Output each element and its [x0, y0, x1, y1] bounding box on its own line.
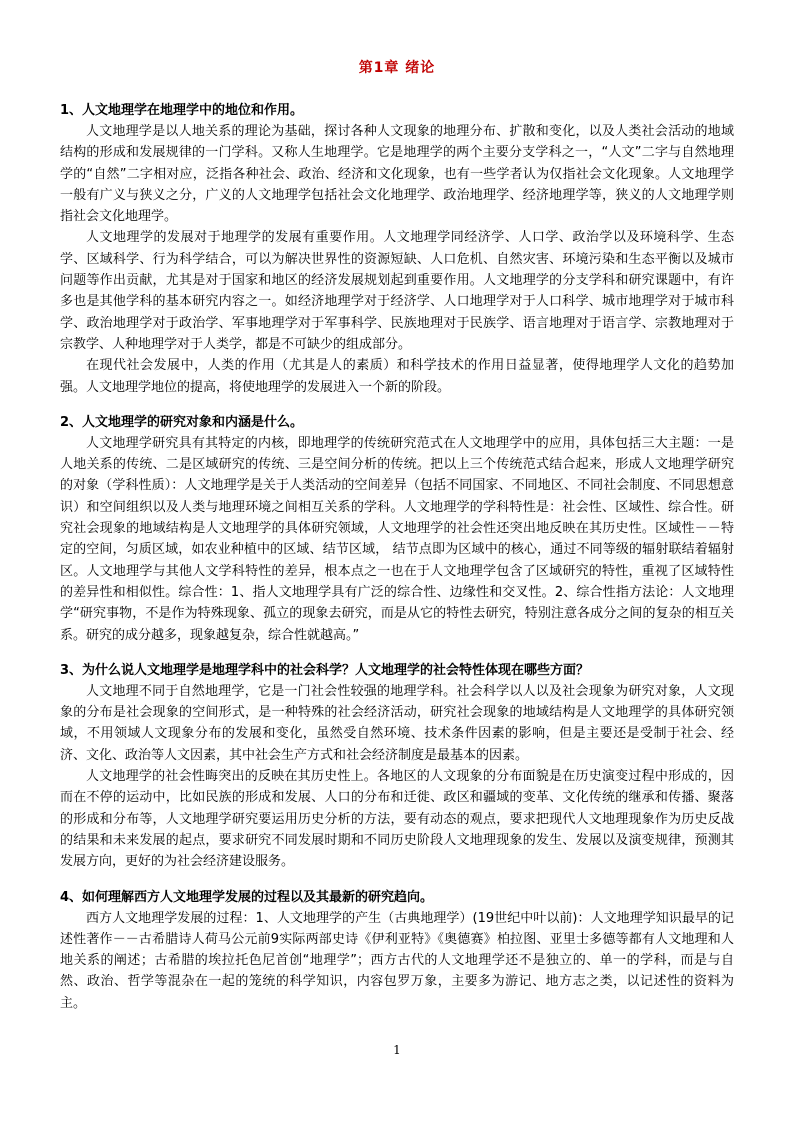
section-4 [60, 887, 734, 1014]
document-page [60, 58, 734, 1028]
section-heading: 3、为什么说人文地理学是地理学科中的社会科学？人文地理学的社会特性体现在哪些方面？ [60, 662, 590, 678]
section-1 [60, 100, 734, 398]
chapter-title: 第1章 绪论 [358, 60, 436, 76]
paragraph: 人文地理学的社会性晦突出的反映在其历史性上。各地区的人文现象的分布面貌是在历史演变过程中形成的，因而在不停的运动中，比如民族的形成和发展、人口的分布和迁徙、政区和疆域的变革、文化传统的继承和传播、聚落的形成和分布等，人文地理学研究要运用历史分析的方法，要有动态的观点，要求把现代人文地理现象作为历史反战的结果和未来发展的起点，要求研究不同发展时期和不同历史阶段人文地理现象的发生、发展以及演变规律，预测其发展方向，更好的为社会经济建设服务。 [60, 769, 734, 870]
paragraph: 人文地理学研究具有其特定的内核，即地理学的传统研究范式在人文地理学中的应用，具体包括三大主题：一是人地关系的传统、二是区域研究的传统、三是空间分析的传统。把以上三个传统范式结合起来，形成人文地理学研究的对象（学科性质）：人文地理学是关于人类活动的空间差异（包括不同国家、不同地区、不同社会制度、不同思想意识）和空间组织以及人类与地理环境之间相互关系的学科。人文地理学的学科特性是：社会性、区域性、综合性。研究社会现象的地域结构是人文地理学的具体研究领域，人文地理学的社会性还突出地反映在其历史性。区域性－－特定的空间，匀质区域，如农业种植中的区域、结节区域， 结节点即为区域中的核心，通过不同等级的辐射联结着辐射区。人文地理学与其他人文学科特性的差异，根本点之一也在于人文地理学包含了区域研究的特性，重视了区域特性的差异性和相似性。综合性：1、指人文地理学具有广泛的综合性、边缘性和交叉性。2、综合性指方法论：人文地理学“研究事物，不是作为特殊现象、孤立的现象去研究，而是从它的特性去研究，特别注意各成分之间的复杂的相互关系。研究的成分越多，现象越复杂，综合性就越高。” [60, 435, 734, 643]
section-2 [60, 412, 734, 646]
section-3 [60, 660, 734, 873]
paragraph: 在现代社会发展中，人类的作用（尤其是人的素质）和科学技术的作用日益显著，使得地理学人文化的趋势加强。人文地理学地位的提高，将使地理学的发展进入一个新的阶段。 [60, 358, 734, 395]
section-heading: 2、人文地理学的研究对象和内涵是什么。 [60, 414, 304, 430]
section-heading: 4、如何理解西方人文地理学发展的过程以及其最新的研究趋向。 [60, 889, 434, 905]
page-number: 1 [393, 1043, 401, 1057]
paragraph: 人文地理学的发展对于地理学的发展有重要作用。人文地理学同经济学、人口学、政治学以及环境科学、生态学、区域科学、行为科学结合，可以为解决世界性的资源短缺、人口危机、自然灾害、环境污染和生态平衡以及城市问题等作出贡献，尤其是对于国家和地区的经济发展规划起到重要作用。人文地理学的分支学科和研究课题中，有许多也是其他学科的基本研究内容之一。如经济地理学对于经济学、人口地理学对于人口科学、城市地理学对于城市科学、政治地理学对于政治学、军事地理学对于军事科学、民族地理对于民族学、语言地理对于语言学、宗教地理对于宗教学、人种地理学对于人类学，都是不可缺少的组成部分。 [60, 230, 734, 352]
paragraph: 人文地理不同于自然地理学，它是一门社会性较强的地理学科。社会科学以人以及社会现象为研究对象，人文现象的分布是社会现象的空间形式，是一种特殊的社会经济活动，研究社会现象的地域结构是人文地理学的具体研究领域，不用领域人文现象分布的发展和变化，虽然受自然环境、技术条件因素的影响，但是主要还是受制于社会、经济、文化、政治等人文因素，其中社会生产方式和社会经济制度是最基本的因素。 [60, 683, 734, 763]
paragraph: 西方人文地理学发展的过程：1、人文地理学的产生（古典地理学）(19世纪中叶以前)：人文地理学知识最早的记述性著作－－古希腊诗人荷马公元前9实际两部史诗《伊利亚特》《奥德赛》柏拉图、亚里士多德等都有人文地理和人地关系的阐述；古希腊的埃拉托色尼首创“地理学”；西方古代的人文地理学还不是独立的、单一的学科，而是与自然、政治、哲学等混杂在一起的笼统的科学知识，内容包罗万象，主要多为游记、地方志之类，以记述性的资料为主。 [60, 910, 734, 1011]
section-heading: 1、人文地理学在地理学中的地位和作用。 [60, 103, 304, 118]
paragraph: 人文地理学是以人地关系的理论为基础，探讨各种人文现象的地理分布、扩散和变化，以及人类社会活动的地域结构的形成和发展规律的一门学科。又称人生地理学。它是地理学的两个主要分支学科之一，“人文”二字与自然地理学的“自然”二字相对应，泛指各种社会、政治、经济和文化现象，也有一些学者认为仅指社会文化现象。人文地理学一般有广义与狭义之分，广义的人文地理学包括社会文化地理学、政治地理学、经济地理学等，狭义的人文地理学则指社会文化地理学。 [60, 124, 734, 225]
